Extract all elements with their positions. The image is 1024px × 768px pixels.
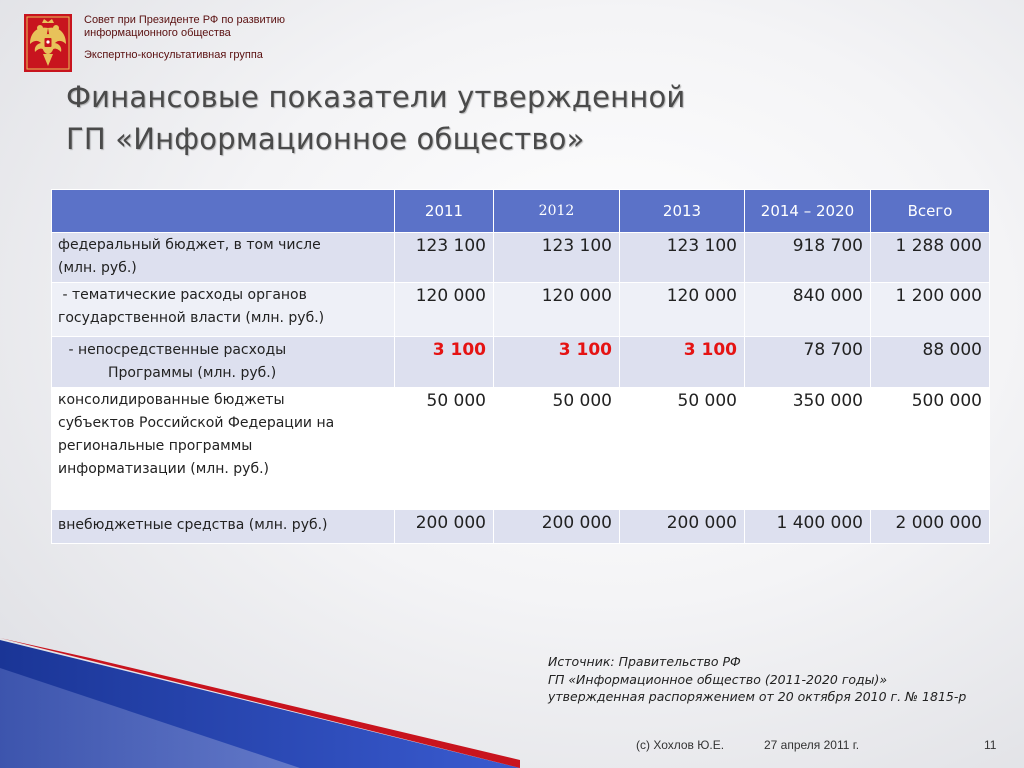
financial-table <box>51 189 990 544</box>
row-label-line: субъектов Российской Федерации на <box>58 415 335 431</box>
org-line-2: информационного общества <box>84 27 231 39</box>
cell-2011: 120 000 <box>395 283 494 337</box>
cell-2014-2020: 840 000 <box>745 283 871 337</box>
row-label-line: Программы (млн. руб.) <box>108 365 277 381</box>
cell-2013-highlight: 3 100 <box>620 337 745 388</box>
source-note <box>548 653 966 706</box>
cell-2011-highlight: 3 100 <box>395 337 494 388</box>
cell-2013: 120 000 <box>620 283 745 337</box>
row-label-line: (млн. руб.) <box>58 260 137 276</box>
table-row <box>52 388 990 510</box>
row-label-line: информатизации (млн. руб.) <box>58 461 270 477</box>
cell-2013: 123 100 <box>620 233 745 283</box>
cell-2014-2020: 78 700 <box>745 337 871 388</box>
decorative-stripe <box>0 638 520 768</box>
row-label <box>52 283 395 337</box>
page-number: 11 <box>984 738 997 752</box>
russian-coat-of-arms-icon <box>24 14 72 72</box>
column-header-2013: 2013 <box>620 190 745 233</box>
organization-name <box>84 14 285 62</box>
cell-2011: 50 000 <box>395 388 494 510</box>
org-line-1: Совет при Президенте РФ по развитию <box>84 14 286 26</box>
row-label <box>52 337 395 388</box>
row-label-line: региональные программы <box>58 438 253 454</box>
source-line-1: Источник: Правительство РФ <box>548 654 741 669</box>
title-line-1: Финансовые показатели утвержденной <box>66 80 686 114</box>
cell-2014-2020: 1 400 000 <box>745 510 871 544</box>
footer-date: 27 апреля 2011 г. <box>764 738 860 752</box>
cell-total: 500 000 <box>871 388 990 510</box>
row-label <box>52 233 395 283</box>
row-label-line: - тематические расходы органов <box>58 287 307 303</box>
column-header-total: Всего <box>871 190 990 233</box>
cell-total: 1 288 000 <box>871 233 990 283</box>
row-label <box>52 388 395 510</box>
row-label-line: консолидированные бюджеты <box>58 392 285 408</box>
row-label-line: государственной власти (млн. руб.) <box>58 310 325 326</box>
row-label-line: федеральный бюджет, в том числе <box>58 237 321 253</box>
slide-title <box>66 76 685 160</box>
source-line-2: ГП «Информационное общество (2011-2020 годы)» <box>548 671 888 687</box>
title-line-2: ГП «Информационное общество» <box>66 122 585 156</box>
table-row <box>52 337 990 388</box>
table-row <box>52 510 990 544</box>
financial-table-wrap <box>51 189 990 544</box>
footer-author: (с) Хохлов Ю.Е. <box>636 738 725 752</box>
column-header-label <box>52 190 395 233</box>
cell-2012: 120 000 <box>494 283 620 337</box>
cell-2014-2020: 350 000 <box>745 388 871 510</box>
row-label-line: - непосредственные расходы <box>64 342 287 358</box>
cell-total: 1 200 000 <box>871 283 990 337</box>
cell-2012: 200 000 <box>494 510 620 544</box>
cell-2011: 123 100 <box>395 233 494 283</box>
cell-2014-2020: 918 700 <box>745 233 871 283</box>
cell-2012-highlight: 3 100 <box>494 337 620 388</box>
cell-2013: 50 000 <box>620 388 745 510</box>
cell-2012: 123 100 <box>494 233 620 283</box>
table-row <box>52 233 990 283</box>
cell-total: 88 000 <box>871 337 990 388</box>
cell-2012: 50 000 <box>494 388 620 510</box>
source-line-3: утвержденная распоряжением от 20 октября 2010 г. № 1815-р <box>548 689 967 704</box>
column-header-2012: 2012 <box>494 190 620 233</box>
org-line-3: Экспертно-консультативная группа <box>84 49 263 61</box>
cell-2013: 200 000 <box>620 510 745 544</box>
table-header-row <box>52 190 990 233</box>
slide-header <box>24 14 285 72</box>
column-header-2014-2020: 2014 – 2020 <box>745 190 871 233</box>
table-row <box>52 283 990 337</box>
column-header-2011: 2011 <box>395 190 494 233</box>
row-label-line: внебюджетные средства (млн. руб.) <box>58 517 328 533</box>
row-label <box>52 510 395 544</box>
cell-2011: 200 000 <box>395 510 494 544</box>
cell-total: 2 000 000 <box>871 510 990 544</box>
